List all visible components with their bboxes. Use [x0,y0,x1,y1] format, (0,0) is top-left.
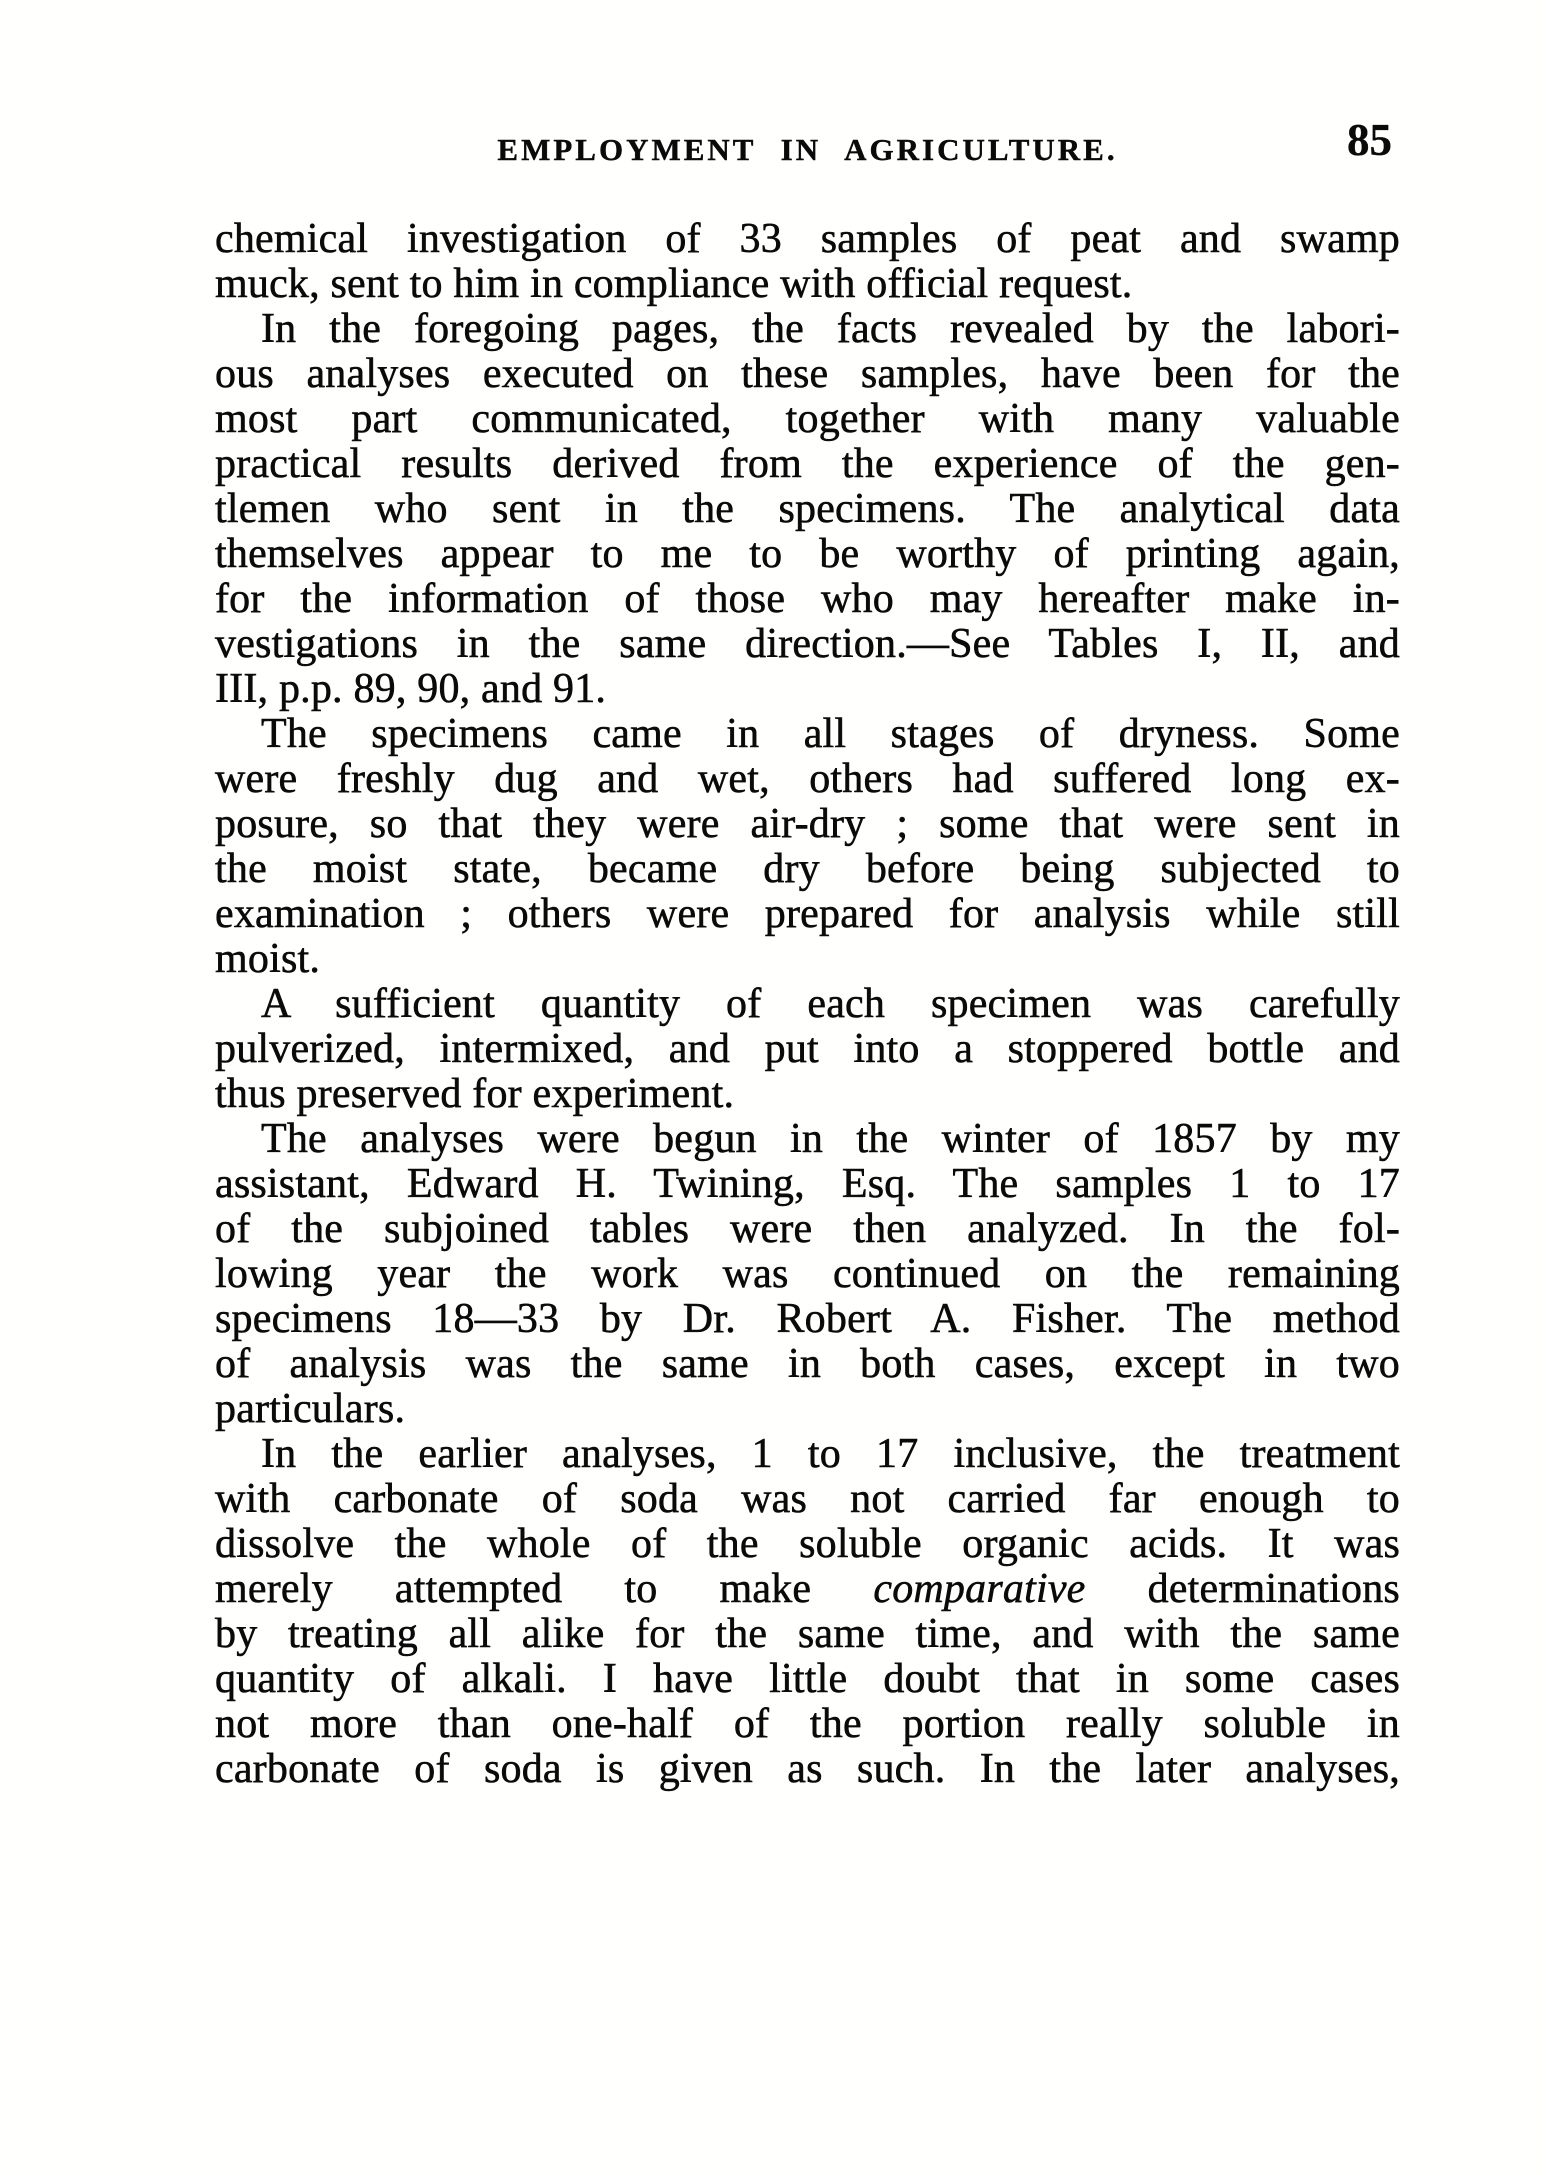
text-line: assistant, Edward H. Twining, Esq. The samples 1 to 17 [215,1161,1400,1207]
text-line: thus preserved for experiment. [215,1071,735,1117]
text-line: posure, so that they were air-dry ; some that were sent in [215,801,1400,847]
text-line: practical results derived from the experience of the gen- [215,441,1400,487]
text-line: dissolve the whole of the soluble organic acids. It was [215,1521,1400,1567]
text-line: A sufficient quantity of each specimen was carefully [261,981,1400,1027]
text-line: the moist state, became dry before being subjected to [215,846,1400,892]
text-segment: determinations [1085,1566,1400,1612]
paragraph [215,307,1400,712]
page-body [215,217,1400,1792]
text-line [215,1567,1400,1612]
text-line: were freshly dug and wet, others had suffered long ex- [215,756,1400,802]
text-line: most part communicated, together with many valuable [215,396,1400,442]
text-line: pulverized, intermixed, and put into a stoppered bottle and [215,1026,1400,1072]
paragraph [215,982,1400,1117]
text-line: tlemen who sent in the specimens. The analytical data [215,486,1400,532]
text-line: quantity of alkali. I have little doubt that in some cases [215,1656,1400,1702]
paragraph [215,217,1400,307]
text-line: examination ; others were prepared for analysis while still [215,891,1400,937]
paragraph [215,1432,1400,1792]
text-line: The analyses were begun in the winter of 1857 by my [261,1116,1400,1162]
running-head-title: EMPLOYMENT IN AGRICULTURE. [497,132,1118,167]
text-line: with carbonate of soda was not carried far enough to [215,1476,1400,1522]
text-segment: merely attempted to make [215,1566,874,1612]
text-line: for the information of those who may hereafter make in- [215,576,1400,622]
text-line: lowing year the work was continued on the remaining [215,1251,1400,1297]
italic-text: comparative [873,1566,1086,1612]
text-line: vestigations in the same direction.—See Tables I, II, and [215,621,1400,667]
text-line: In the earlier analyses, 1 to 17 inclusive, the treatment [261,1431,1400,1477]
text-line: of analysis was the same in both cases, except in two [215,1341,1400,1387]
text-line: chemical investigation of 33 samples of peat and swamp [215,216,1400,262]
text-line: carbonate of soda is given as such. In the later analyses, [215,1746,1400,1792]
page-number: 85 [1347,115,1392,165]
text-line: not more than one-half of the portion really soluble in [215,1701,1400,1747]
text-line: of the subjoined tables were then analyzed. In the fol- [215,1206,1400,1252]
text-line: ous analyses executed on these samples, have been for the [215,351,1400,397]
text-line: muck, sent to him in compliance with official request. [215,261,1133,307]
text-line: specimens 18—33 by Dr. Robert A. Fisher. The method [215,1296,1400,1342]
paragraph [215,1117,1400,1432]
text-line: In the foregoing pages, the facts revealed by the labori- [261,306,1400,352]
text-line: III, p.p. 89, 90, and 91. [215,666,607,712]
text-line: by treating all alike for the same time, and with the same [215,1611,1400,1657]
paragraph [215,712,1400,982]
text-line: themselves appear to me to be worthy of printing again, [215,531,1400,577]
text-line: The specimens came in all stages of dryness. Some [261,711,1400,757]
text-line: moist. [215,936,321,982]
text-line: particulars. [215,1386,406,1432]
